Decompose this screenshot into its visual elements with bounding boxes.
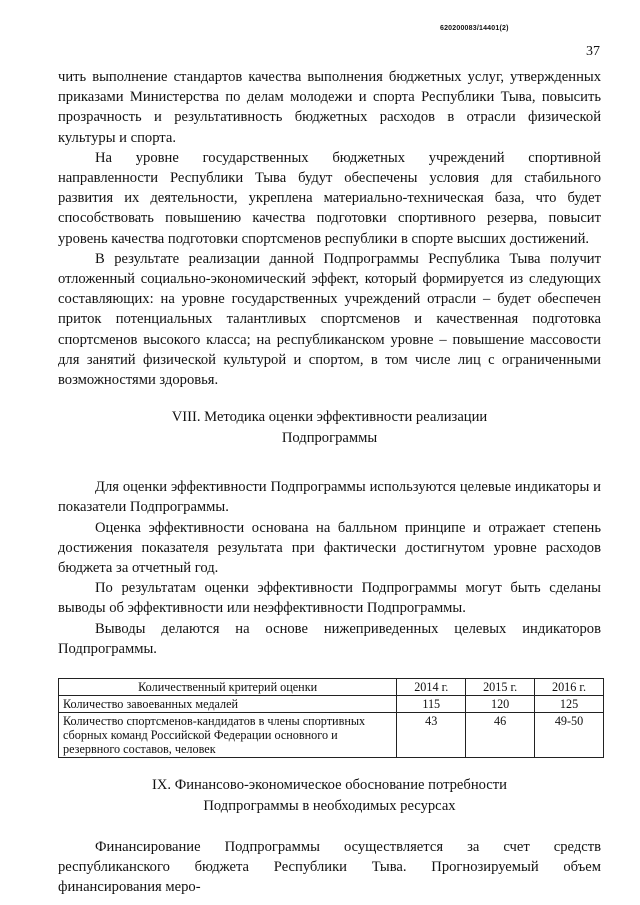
paragraph: Финансирование Подпрограммы осуществляется за счет средств республиканского бюджета Республики Тыва. Прогнозируемый объем финансирования меро- <box>58 839 601 896</box>
table-row <box>59 713 604 758</box>
criteria-table <box>58 678 604 758</box>
table-cell: 120 <box>466 696 535 713</box>
section-heading-ix <box>58 775 601 817</box>
table-header-cell: Количественный критерий оценки <box>59 679 397 696</box>
paragraph: На уровне государственных бюджетных учреждений спортивной направленности Республики Тыва будут обеспечены условия для стабильного развития их деятельности, укреплена материально-техническая база, что будет способствовать повышению качества подготовки спортивного резерва, повысит уровень качества подготовки спортсменов республики в спорте высших достижений. <box>58 149 601 247</box>
table-cell: 43 <box>397 713 466 758</box>
paragraph: Для оценки эффективности Подпрограммы используются целевые индикаторы и показатели Подпрограммы. <box>58 479 601 516</box>
table-header-cell: 2016 г. <box>535 679 604 696</box>
section-title-line: Подпрограммы в необходимых ресурсах <box>203 798 456 815</box>
table-header-row <box>59 679 604 696</box>
section-title-line: IX. Финансово-экономическое обоснование потребности <box>152 777 507 794</box>
table-header-cell: 2014 г. <box>397 679 466 696</box>
table-cell: 49-50 <box>535 713 604 758</box>
table-cell: 46 <box>466 713 535 758</box>
section-heading-viii <box>58 407 601 449</box>
table-row <box>59 696 604 713</box>
document-code: 620200083/14401(2) <box>440 25 509 32</box>
paragraph: По результатам оценки эффективности Подпрограммы могут быть сделаны выводы об эффективности или неэффективности Подпрограммы. <box>58 580 601 617</box>
paragraph: чить выполнение стандартов качества выполнения бюджетных услуг, утвержденных приказами Министерства по делам молодежи и спорта Республики Тыва, повысить прозрачность и результативность бюджетных расходов в отрасли физической культуры и спорта. <box>58 69 601 146</box>
paragraph: Выводы делаются на основе нижеприведенных целевых индикаторов Подпрограммы. <box>58 620 601 657</box>
table-cell: Количество завоеванных медалей <box>59 696 397 713</box>
table-cell: 115 <box>397 696 466 713</box>
table-header-cell: 2015 г. <box>466 679 535 696</box>
paragraph: В результате реализации данной Подпрограммы Республика Тыва получит отложенный социально-экономический эффект, который формируется из следующих составляющих: на уровне государственных учреждений отрасли – будет обеспечен приток потенциальных талантливых спортсменов и качественная подготовка спортсменов высокого класса; на республиканском уровне – повышение массовости для занятий физической культурой и спортом, в том числе лиц с ограниченными возможностями здоровья. <box>58 250 601 389</box>
table-cell: Количество спортсменов-кандидатов в члены спортивных сборных команд Российской Федерации основного и резервного составов, человек <box>59 713 397 758</box>
section-title-line: VIII. Методика оценки эффективности реализации <box>171 409 488 426</box>
section-title-line: Подпрограммы <box>281 430 378 447</box>
paragraph: Оценка эффективности основана на балльном принципе и отражает степень достижения показателя результата при фактически достигнутом уровне расходов бюджета за отчетный год. <box>58 519 601 577</box>
document-body <box>58 67 601 898</box>
table-cell: 125 <box>535 696 604 713</box>
page-number: 37 <box>586 44 600 59</box>
